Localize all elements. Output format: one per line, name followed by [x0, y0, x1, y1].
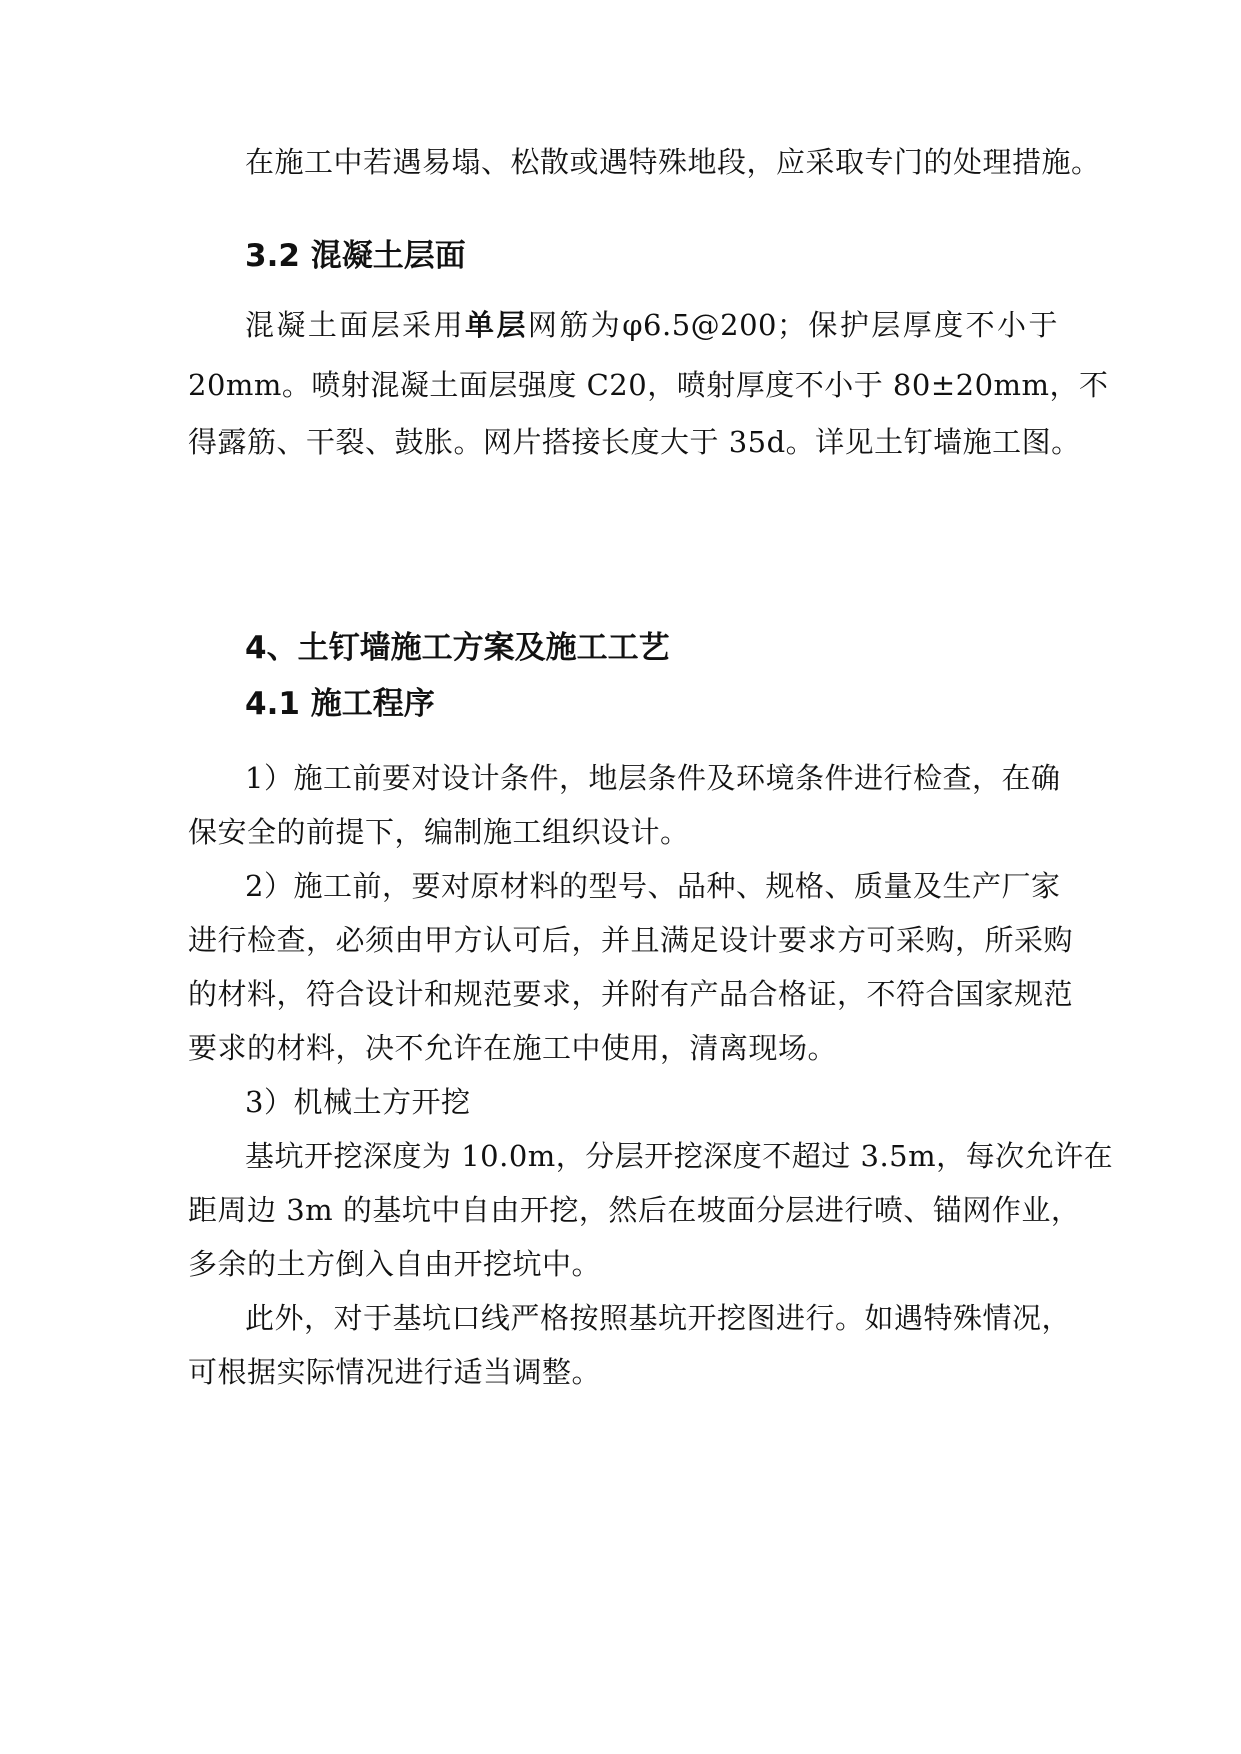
list-item-line: 1）施工前要对设计条件，地层条件及环境条件进行检查，在确 — [245, 761, 1061, 795]
paragraph-line: 距周边 3m 的基坑中自由开挖，然后在坡面分层进行喷、锚网作业， — [188, 1193, 1081, 1227]
emphasis-text: 单层 — [465, 308, 528, 342]
paragraph-line: 20mm。喷射混凝土面层强度 C20，喷射厚度不小于 80±20mm，不 — [188, 368, 1109, 402]
section-heading-3-2: 3.2 混凝土层面 — [245, 238, 466, 274]
section-heading-4: 4、土钉墙施工方案及施工工艺 — [245, 630, 670, 666]
intro-paragraph: 在施工中若遇易塌、松散或遇特殊地段，应采取专门的处理措施。 — [245, 145, 1101, 179]
paragraph-line: 此外，对于基坑口线严格按照基坑开挖图进行。如遇特殊情况， — [245, 1301, 1072, 1335]
paragraph-line: 多余的土方倒入自由开挖坑中。 — [188, 1247, 602, 1281]
list-item-line: 保安全的前提下，编制施工组织设计。 — [188, 815, 690, 849]
list-item-line: 要求的材料，决不允许在施工中使用，清离现场。 — [188, 1031, 838, 1065]
paragraph-line: 可根据实际情况进行适当调整。 — [188, 1355, 602, 1389]
paragraph-line: 得露筋、干裂、鼓胀。网片搭接长度大于 35d。详见土钉墙施工图。 — [188, 425, 1081, 459]
list-item-line: 2）施工前，要对原材料的型号、品种、规格、质量及生产厂家 — [245, 869, 1061, 903]
paragraph-line: 混凝土面层采用单层网筋为φ6.5@200；保护层厚度不小于 — [245, 308, 1058, 342]
list-item-title: 3）机械土方开挖 — [245, 1085, 471, 1119]
section-heading-4-1: 4.1 施工程序 — [245, 686, 435, 722]
list-item-line: 的材料，符合设计和规范要求，并附有产品合格证，不符合国家规范 — [188, 977, 1074, 1011]
list-item-line: 进行检查，必须由甲方认可后，并且满足设计要求方可采购，所采购 — [188, 923, 1074, 957]
paragraph-line: 基坑开挖深度为 10.0m，分层开挖深度不超过 3.5m，每次允许在 — [245, 1139, 1114, 1173]
